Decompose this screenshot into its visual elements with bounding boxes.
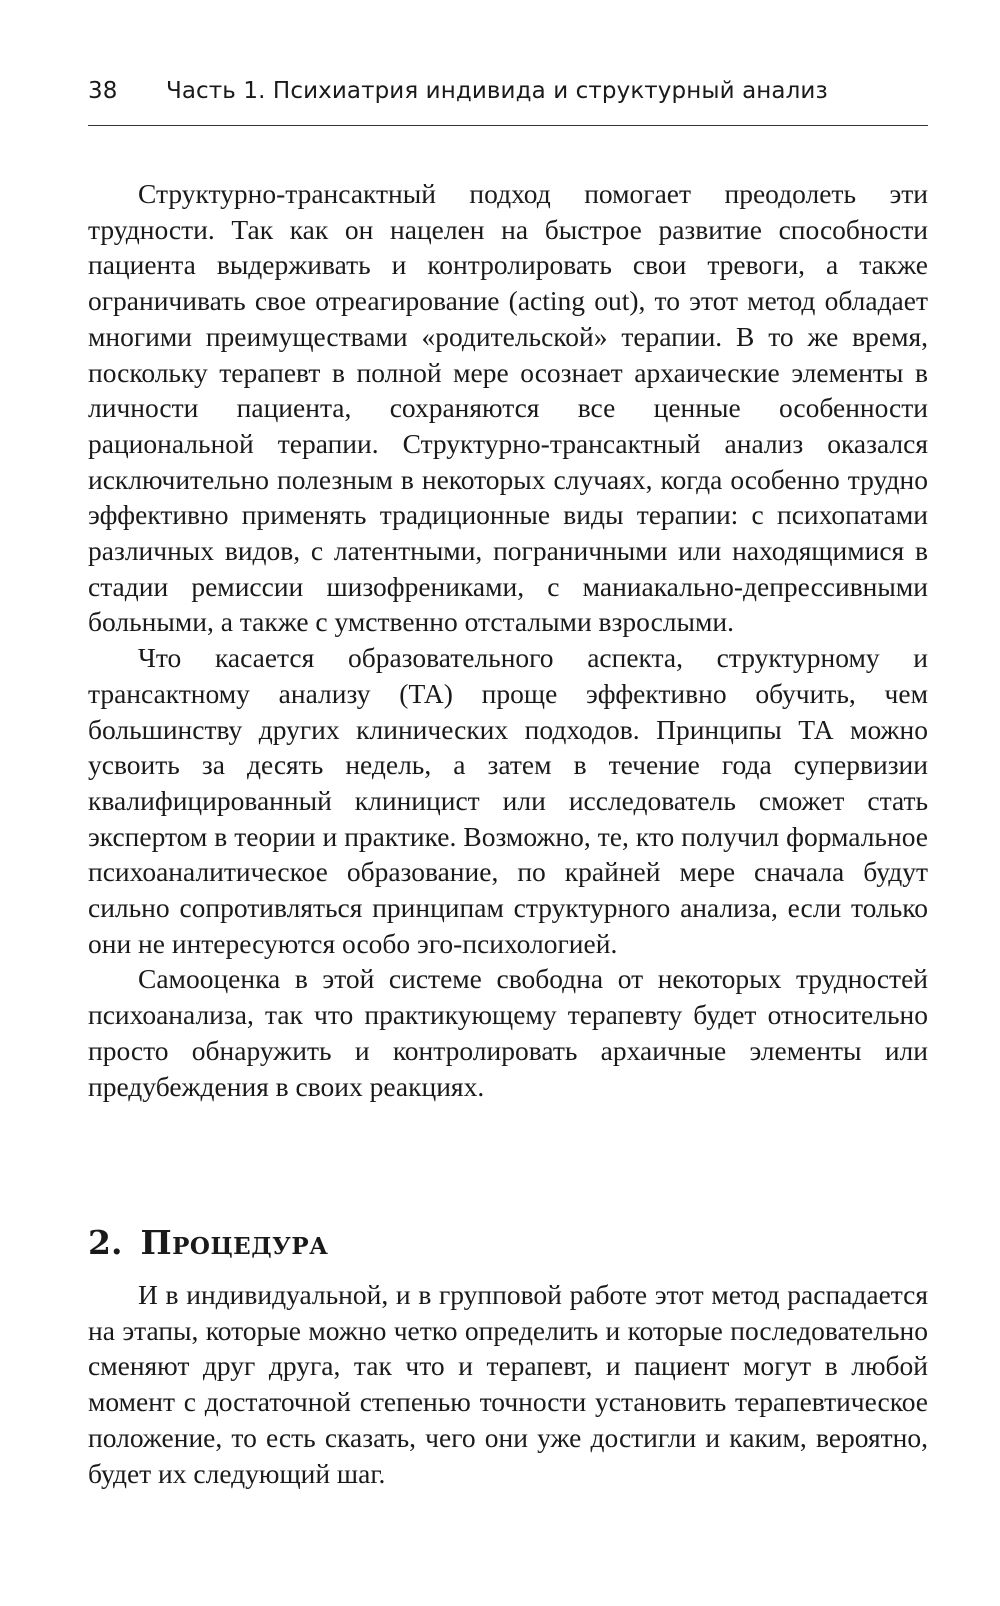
running-header xyxy=(88,78,928,118)
running-header-title: Часть 1. Психиатрия индивида и структурный анализ xyxy=(166,78,828,104)
paragraph: Что касается образовательного аспекта, структурному и трансактному анализу (ТА) проще эффективно обучить, чем большинству других клинических подходов. Принципы ТА можно усвоить за десять недель, а затем в течение года супервизии квалифицированный клиницист или исследователь сможет стать экспертом в теории и практике. Возможно, те, кто получил формальное психоаналитическое образование, по крайней мере сначала будут сильно сопротивляться принципам структурного анализа, если только они не интересуются особо эго-психологией. xyxy=(88,642,928,959)
paragraph: Структурно-трансактный подход помогает преодолеть эти трудности. Так как он нацелен на быстрое развитие способности пациента выдерживать и контролировать свои тревоги, а также ограничивать свое отреагирование (acting out), то этот метод обладает многими преимуществами «родительской» терапии. В то же время, поскольку терапевт в полной мере осознает архаические элементы в личности пациента, сохраняются все ценные особенности рациональной терапии. Структурно-трансактный анализ оказался исключительно полезным в некоторых случаях, когда особенно трудно эффективно применять традиционные виды терапии: с психопатами различных видов, с латентными, пограничными или находящимися в стадии ремиссии шизофрениками, с маниакально-депрессивными больными, а также с умственно отсталыми взрослыми. xyxy=(88,178,928,638)
section-heading xyxy=(88,1223,328,1263)
body-text xyxy=(88,176,928,1104)
section-number: 2. xyxy=(88,1223,123,1262)
paragraph: Самооценка в этой системе свободна от некоторых трудностей психоанализа, так что практикующему терапевту будет относительно просто обнаружить и контролировать архаичные элементы или предубеждения в своих реакциях. xyxy=(88,963,928,1102)
section-title: Процедура xyxy=(140,1223,329,1262)
paragraph: И в индивидуальной, и в групповой работе этот метод распадается на этапы, которые можно четко определить и которые последовательно сменяют друг друга, так что и терапевт, и пациент могут в любой момент с достаточной степенью точности установить терапевтическое положение, то есть сказать, чего они уже достигли и каким, вероятно, будет их следующий шаг. xyxy=(88,1279,928,1489)
section-body-text xyxy=(88,1277,928,1491)
header-rule xyxy=(88,125,928,126)
page-number: 38 xyxy=(88,78,118,104)
